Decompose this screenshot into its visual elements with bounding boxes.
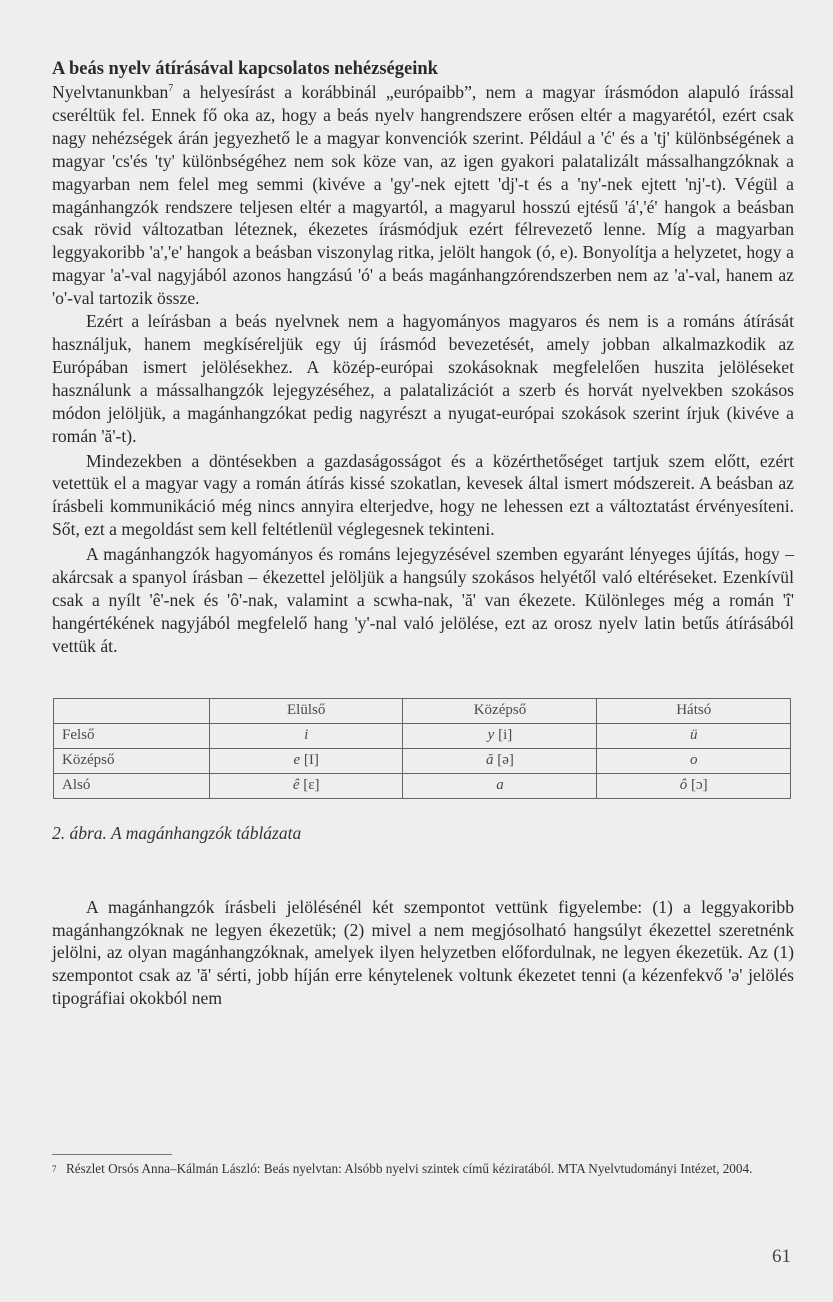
vowel-table [53, 698, 791, 799]
table-cell: a [403, 773, 597, 798]
table-row [54, 723, 791, 748]
page-content [52, 57, 794, 1010]
row-label: Alsó [54, 773, 210, 798]
paragraph-4: A magánhangzók hagyományos és románs lejegyzésével szemben egyaránt lényeges újítás, hogy – akárcsak a spanyol írásban – ékezettel jelöljük a hangsúly szokásos helyétől való eltéréseket. Ezenkívül csak a nyílt 'ê'-nek és 'ô'-nak, valamint a scwha-nak, 'ă' van ékezete. Különleges még a román 'î' hangértékének nagyjából megfelelő hang 'y'-nal való jelölése, ezt az orosz nyelv latin betűs átírásából vettük át. [52, 544, 794, 656]
footnote-mark: 7 [52, 1164, 57, 1174]
table-row [54, 748, 791, 773]
footnote-text: Részlet Orsós Anna–Kálmán László: Beás nyelvtan: Alsóbb nyelvi szintek című kéziratából. MTA Nyelvtudományi Intézet, 2004. [66, 1161, 753, 1176]
figure-caption: 2. ábra. A magánhangzók táblázata [52, 822, 302, 843]
footnote [52, 1160, 794, 1178]
row-label: Felső [54, 723, 210, 748]
table-cell: y [i] [403, 723, 597, 748]
table-header-back: Hátsó [597, 698, 791, 723]
table-header-front: Elülső [209, 698, 403, 723]
paragraph-1 [52, 81, 794, 310]
table-header-empty [54, 698, 210, 723]
table-header-central: Középső [403, 698, 597, 723]
section-title: A beás nyelv átírásával kapcsolatos nehézségeink [52, 59, 438, 79]
table-cell: ă [ə] [403, 748, 597, 773]
table-cell: e [I] [209, 748, 403, 773]
table-cell: i [209, 723, 403, 748]
paragraph-5: A magánhangzók írásbeli jelölésénél két szempontot vettünk figyelembe: (1) a leggyakoribb magánhangzóknak ne legyen ékezetük; (2) mivel a nem megjósolható hangsúlyt ékezettel szeretnénk jelölni, az olyan magánhangzóknak, amelyek ilyen helyzetben előfordulnak, ne legyen ékezetük. Az (1) szempontot csak az 'ă' sérti, jobb híján erre kénytelenek voltunk ékezetet tenni (a kézenfekvő 'ə' jelölés tipográfiai okokból nem [52, 896, 794, 1009]
footnote-divider [52, 1154, 172, 1155]
table-cell: ê [ɛ] [209, 773, 403, 798]
page-number: 61 [772, 1246, 791, 1267]
paragraph-2: Ezért a leírásban a beás nyelvnek nem a hagyományos magyaros és nem is a románs átírását használjuk, hanem megkíséreljük egy új írásmód bevezetését, amely jobban alkalmazkodik az Európában ismert jelölésekhez. A közép-európai szokásoknak megfelelően huszita jelöléseket használunk a mássalhangzók lejegyzéséhez, a palatalizációt a szerb és horvát nyelvekben szokásos módon jelöljük, a magánhangzókat pedig nagyrészt a nyugat-európai szokások szerint írjuk (kivéve a román 'ă'-t). [52, 311, 794, 446]
paragraph-1-rest: a helyesírást a korábbinál „európaibb”, nem a magyar írásmódon alapuló írással cseréltük fel. Ennek fő oka az, hogy a beás nyelv hangrendszere erősen eltér a magyarétól, ezért csak nagy nehézségek árán jegyezhető le a magyar konvenciók szerint. Például a 'ć' és a 'tj' különbségének a magyar 'cs'és 'ty' különbségéhez nem sok köze van, az igen gyakori palatalizált mássalhangzóknak a magyarban nem felel meg semmi (kivéve a 'gy'-nek ejtett 'dj'-t és a 'ny'-nek ejtett 'nj'-t). Végül a magánhangzók rendszere teljesen eltér a magyartól, a magyarul hosszú ejtésű 'á','é' hangok a beásban csak rövid változatban léteznek, ékezetes írásmódjuk ezért félrevezető lenne. Míg a magyarban leggyakoribb 'a','e' hangok a beásban viszonylag ritka, jelölt hangok (ó, e). Bonyolítja a helyzetet, hogy a magyar 'a'-val nagyjából azonos hangzású 'ó' a beás magánhangzórendszerben nem az 'a'-val, hanem az 'o'-val tartozik össze. [52, 82, 794, 309]
paragraph-3: Mindezekben a döntésekben a gazdaságosságot és a közérthetőséget tartjuk szem előtt, ezért vetettük el a magyar vagy a román átírás kissé szokatlan, kevesek által ismert módszereit. A beásban az írásbeli kommunikáció még nincs annyira elterjedve, hogy ne lehessen ezt a változtatást érvényesíteni. Sőt, ezt a megoldást sem kell feltétlenül véglegesnek tekinteni. [52, 450, 794, 540]
table-cell: ô [ɔ] [597, 773, 791, 798]
row-label: Középső [54, 748, 210, 773]
table-row [54, 773, 791, 798]
paragraph-1-start: Nyelvtanunkban [52, 82, 169, 102]
table-cell: ü [597, 723, 791, 748]
table-cell: o [597, 748, 791, 773]
footnote-reference[interactable]: 7 [168, 83, 174, 95]
table-header-row [54, 698, 791, 723]
